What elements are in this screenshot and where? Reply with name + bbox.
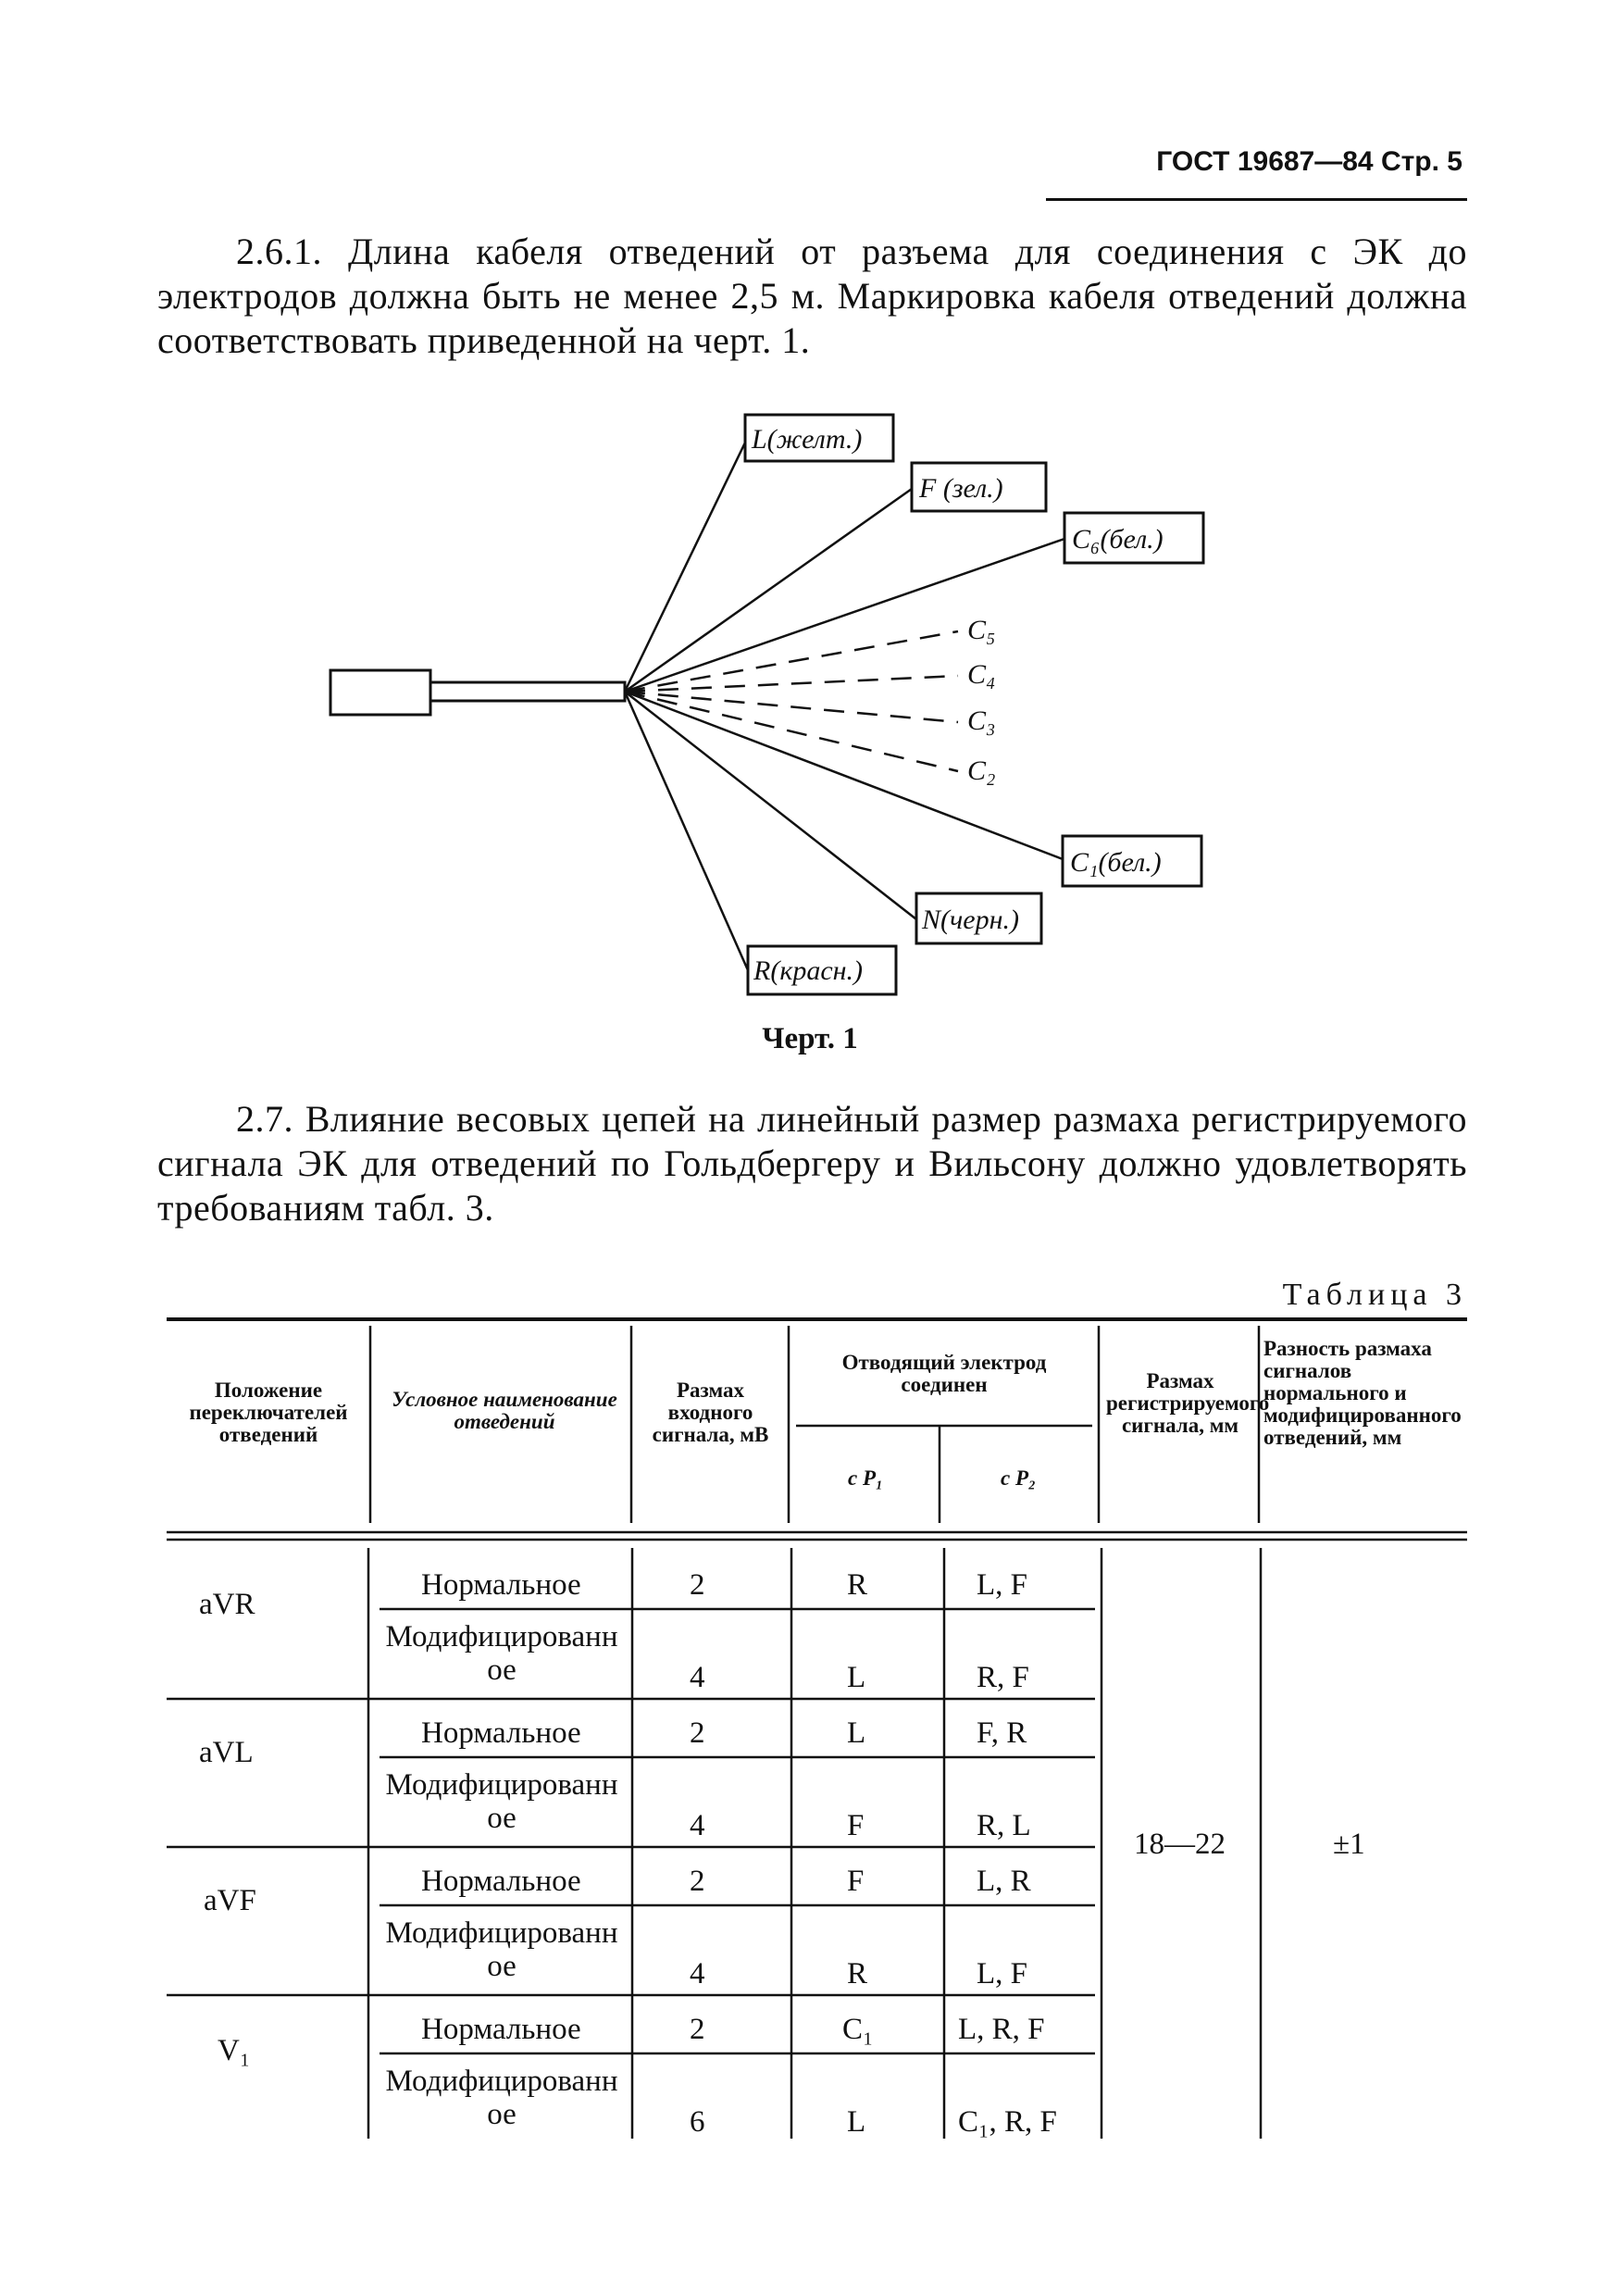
header-electrode-group: Отводящий электрод соединен (841, 1351, 1047, 1396)
row-p1: R (847, 1957, 868, 1990)
row-name: Модифицированное (385, 1768, 618, 1835)
row-p2: R, F (977, 1661, 1029, 1694)
row-p2: F, R (977, 1716, 1027, 1750)
lead-line-R (625, 692, 748, 970)
row-input: 6 (690, 2105, 705, 2139)
row-input: 2 (690, 1568, 705, 1602)
cable-trunk (430, 682, 625, 701)
figure-caption: Черт. 1 (762, 1022, 858, 1055)
label-C4: C₄ (967, 659, 996, 690)
row-p2: L, F (977, 1568, 1028, 1602)
row-input: 2 (690, 2013, 705, 2046)
lead-line-F (625, 489, 912, 692)
row-name: Модифицированное (385, 1620, 618, 1687)
row-p1: L (847, 1661, 866, 1694)
row-input: 4 (690, 1809, 705, 1842)
row-name: Модифицированное (385, 1916, 618, 1983)
label-N: N(черн.) (922, 905, 1019, 935)
lead-line-C6 (625, 539, 1064, 692)
label-C2: C₂ (967, 755, 996, 786)
row-name: Нормальное (421, 1716, 581, 1750)
label-R: R(красн.) (753, 955, 864, 986)
lead-line-C3 (625, 692, 958, 722)
lead-aVL: aVL (199, 1736, 254, 1769)
row-input: 2 (690, 1716, 705, 1750)
header-p2: с P₂ (1000, 1466, 1037, 1490)
row-p2: L, R (977, 1865, 1031, 1898)
row-p1: L (847, 2105, 866, 2139)
label-L: L(желт.) (752, 424, 863, 455)
row-name: Модифицированное (385, 2065, 618, 2131)
header-p1: с P₁ (847, 1466, 884, 1490)
row-input: 4 (690, 1661, 705, 1694)
label-F: F (зел.) (919, 473, 1003, 504)
row-input: 4 (690, 1957, 705, 1990)
row-input: 2 (690, 1865, 705, 1898)
row-name: Нормальное (421, 2013, 581, 2046)
paragraph-2-6-1: 2.6.1. Длина кабеля отведений от разъема для соединения с ЭК до электродов должна быть не менее 2,5 м. Маркировка кабеля отведений должна соответствовать приведенной на черт. 1. (157, 231, 1467, 361)
paragraph-2-7: 2.7. Влияние весовых цепей на линейный размер размаха регистрируемого сигнала ЭК для отведений по Гольдбергеру и Вильсону должно удовлетворять требованиям табл. 3. (157, 1098, 1467, 1229)
label-C6: C₆(бел.) (1072, 524, 1164, 555)
registered-value: 18—22 (1134, 1828, 1226, 1861)
row-name: Нормальное (421, 1865, 581, 1898)
row-p1: C₁ (842, 2013, 874, 2046)
label-C3: C₃ (967, 705, 996, 736)
label-C1: C₁(бел.) (1070, 847, 1162, 878)
lead-V1: V₁ (218, 2034, 251, 2067)
row-p1: F (847, 1809, 865, 1842)
header-input: Размах входного сигнала, мВ (652, 1379, 769, 1446)
row-p2: L, F (977, 1957, 1028, 1990)
row-p2: L, R, F (958, 2013, 1045, 2046)
lead-aVR: aVR (199, 1588, 255, 1621)
row-p2: R, L (977, 1809, 1031, 1842)
lead-line-C1 (625, 692, 1063, 859)
header-registered: Размах регистрируемого сигнала, мм (1106, 1369, 1270, 1437)
lead-line-L (625, 443, 745, 692)
row-p1: L (847, 1716, 866, 1750)
header-difference: Разность размаха сигналов нормального и модифицированного отведений, мм (1263, 1337, 1462, 1449)
row-p1: R (847, 1568, 868, 1602)
difference-value: ±1 (1333, 1828, 1365, 1861)
lead-aVF: aVF (204, 1884, 256, 1917)
header-name: Условное наименование отведений (392, 1388, 617, 1433)
row-name: Нормальное (421, 1568, 581, 1602)
label-C5: C₅ (967, 615, 996, 645)
row-p2: C₁, R, F (958, 2105, 1057, 2139)
table-title: Таблица 3 (1282, 1278, 1467, 1312)
page-header: ГОСТ 19687—84 Стр. 5 (1156, 146, 1462, 177)
row-p1: F (847, 1865, 865, 1898)
connector-block (330, 670, 430, 715)
header-position: Положение переключателей отведений (189, 1379, 348, 1446)
